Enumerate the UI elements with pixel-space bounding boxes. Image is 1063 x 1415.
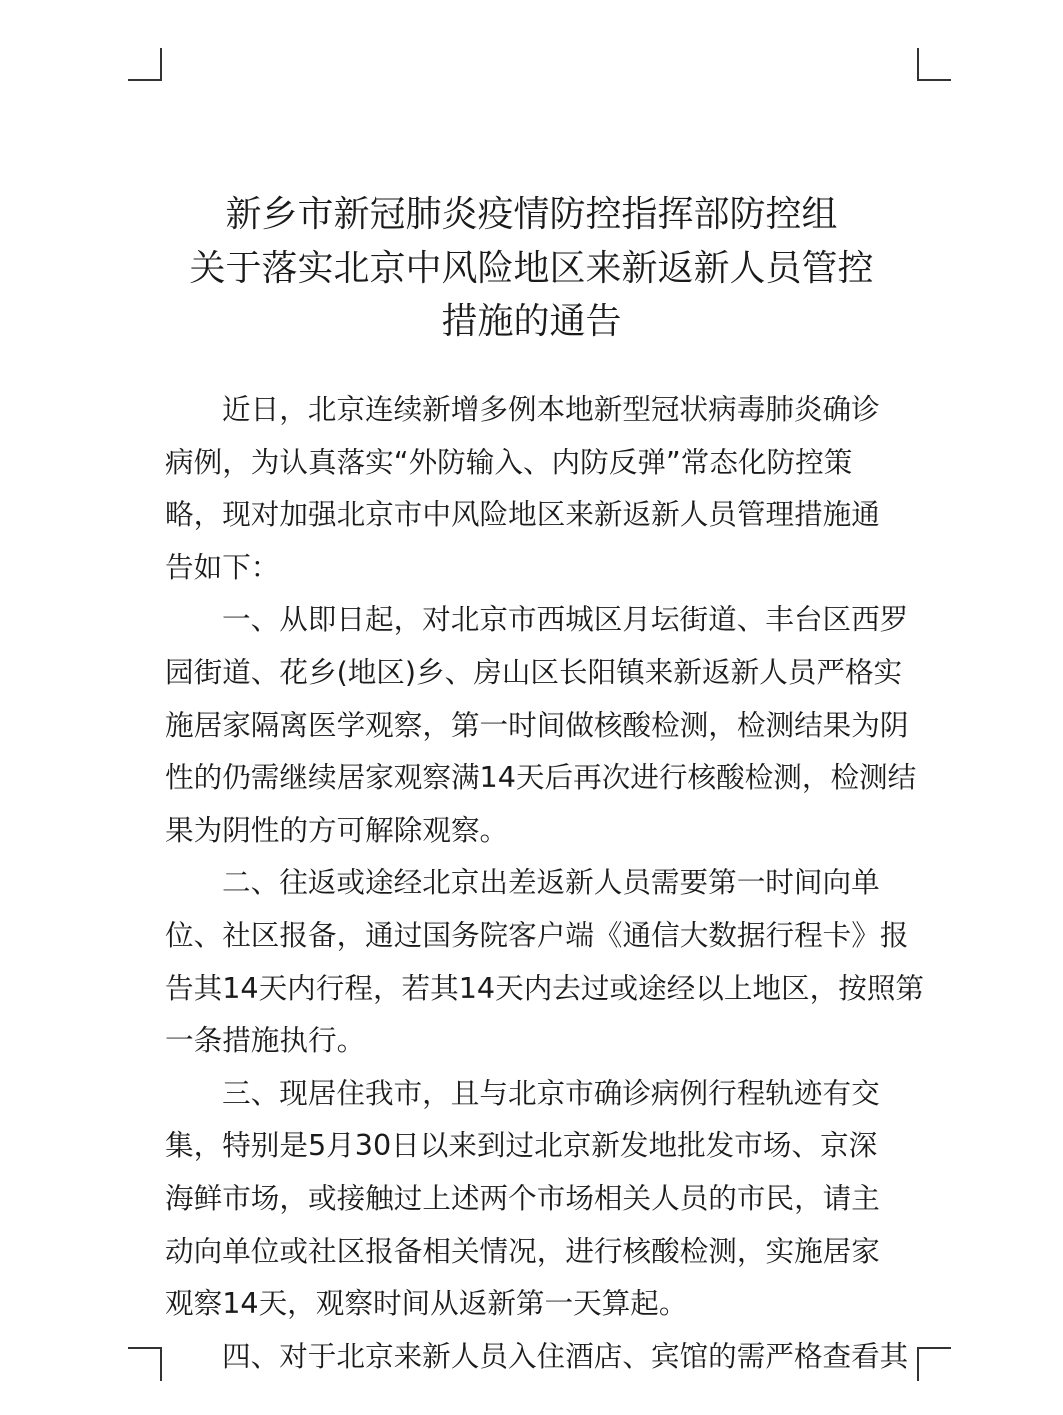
crop-mark-top-left — [160, 48, 162, 81]
paragraph — [165, 383, 925, 593]
crop-mark-bottom-left — [160, 1347, 162, 1381]
text-line: 一、从即日起，对北京市西城区月坛街道、丰台区西罗 — [222, 602, 909, 637]
text-line: 园街道、花乡(地区)乡、房山区长阳镇来新返新人员严格实 — [165, 654, 903, 689]
text-line: 告其14天内行程，若其14天内去过或途经以上地区，按照第 — [165, 970, 925, 1005]
paragraph — [165, 856, 925, 1066]
text-line: 病例，为认真落实“外防输入、内防反弹”常态化防控策 — [165, 444, 853, 479]
text-line: 二、往返或途经北京出差返新人员需要第一时间向单 — [222, 865, 880, 900]
title-line: 关于落实北京中风险地区来新返新人员管控 — [189, 247, 874, 289]
paragraph — [165, 1067, 925, 1330]
paragraph — [165, 593, 925, 856]
document-title — [0, 188, 1063, 349]
text-line: 四、对于北京来新人员入住酒店、宾馆的需严格查看其 — [222, 1338, 909, 1373]
text-line: 位、社区报备，通过国务院客户端《通信大数据行程卡》报 — [165, 917, 909, 952]
crop-mark-bottom-left — [128, 1347, 162, 1349]
text-line: 告如下： — [165, 549, 280, 584]
paragraph — [165, 1330, 925, 1383]
text-line: 一条措施执行。 — [165, 1023, 366, 1058]
text-line: 近日，北京连续新增多例本地新型冠状病毒肺炎确诊 — [222, 392, 880, 426]
title-line: 措施的通告 — [441, 301, 622, 342]
text-line: 动向单位或社区报备相关情况，进行核酸检测，实施居家 — [165, 1233, 880, 1268]
crop-mark-top-right — [917, 79, 951, 81]
text-line: 施居家隔离医学观察，第一时间做核酸检测，检测结果为阴 — [165, 707, 909, 742]
document-body — [165, 383, 925, 1382]
text-line: 三、现居住我市，且与北京市确诊病例行程轨迹有交 — [222, 1075, 880, 1110]
text-line: 观察14天，观察时间从返新第一天算起。 — [165, 1286, 688, 1321]
title-line: 新乡市新冠肺炎疫情防控指挥部防控组 — [225, 194, 838, 235]
text-line: 集，特别是5月30日以来到过北京新发地批发市场、京深 — [165, 1128, 878, 1163]
text-line: 性的仍需继续居家观察满14天后再次进行核酸检测，检测结 — [165, 760, 917, 795]
crop-mark-top-left — [128, 79, 162, 81]
text-line: 略，现对加强北京市中风险地区来新返新人员管理措施通 — [165, 497, 880, 532]
text-line: 果为阴性的方可解除观察。 — [165, 812, 509, 847]
text-line: 海鲜市场，或接触过上述两个市场相关人员的市民，请主 — [165, 1180, 880, 1215]
crop-mark-top-right — [917, 48, 919, 81]
